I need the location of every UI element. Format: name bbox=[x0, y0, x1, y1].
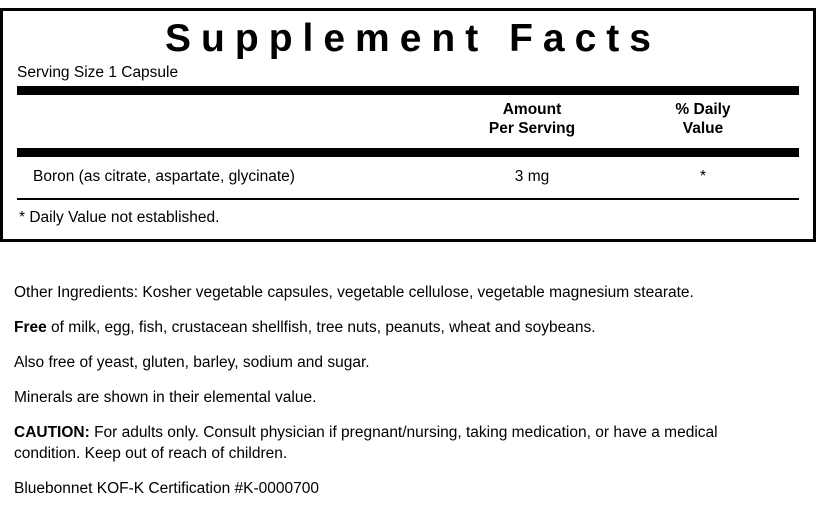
nutrient-amount: 3 mg bbox=[514, 167, 550, 185]
other-ingredients-text: Other Ingredients: Kosher vegetable capsules, vegetable cellulose, vegetable magnesium stearate. bbox=[14, 284, 694, 301]
header-dv-line2: Value bbox=[682, 119, 724, 137]
free-label: Free bbox=[14, 318, 47, 336]
allergen-free-text bbox=[14, 318, 754, 339]
rule-thick-middle bbox=[17, 148, 799, 157]
certification-text: Bluebonnet KOF-K Certification #K-0000700 bbox=[14, 479, 320, 497]
additional-information bbox=[14, 283, 754, 499]
caution-text bbox=[14, 423, 754, 465]
header-amount-per-serving bbox=[447, 101, 617, 139]
column-headers bbox=[17, 95, 799, 145]
serving-size: Serving Size 1 Capsule bbox=[17, 63, 179, 81]
caution-label: CAUTION: bbox=[14, 423, 90, 441]
nutrient-daily-value: * bbox=[699, 167, 707, 185]
daily-value-footnote: * Daily Value not established. bbox=[19, 208, 220, 226]
also-free-text: Also free of yeast, gluten, barley, sodium and sugar. bbox=[14, 353, 370, 371]
caution-body: For adults only. Consult physician if pregnant/nursing, taking medication, or have a medical condition. Keep out of reach of children. bbox=[14, 423, 718, 462]
rule-thick-top bbox=[17, 86, 799, 95]
header-amount-line2: Per Serving bbox=[488, 119, 576, 137]
header-daily-value bbox=[617, 101, 799, 139]
nutrient-name: Boron (as citrate, aspartate, glycinate) bbox=[33, 167, 295, 185]
panel-title: Supplement Facts bbox=[165, 17, 661, 60]
header-dv-line1: % Daily bbox=[675, 101, 731, 119]
table-row bbox=[17, 157, 799, 198]
supplement-facts-panel bbox=[0, 8, 816, 242]
minerals-text: Minerals are shown in their elemental value. bbox=[14, 388, 317, 406]
header-amount-line1: Amount bbox=[502, 101, 562, 119]
free-text: of milk, egg, fish, crustacean shellfish, tree nuts, peanuts, wheat and soybeans. bbox=[46, 318, 596, 336]
